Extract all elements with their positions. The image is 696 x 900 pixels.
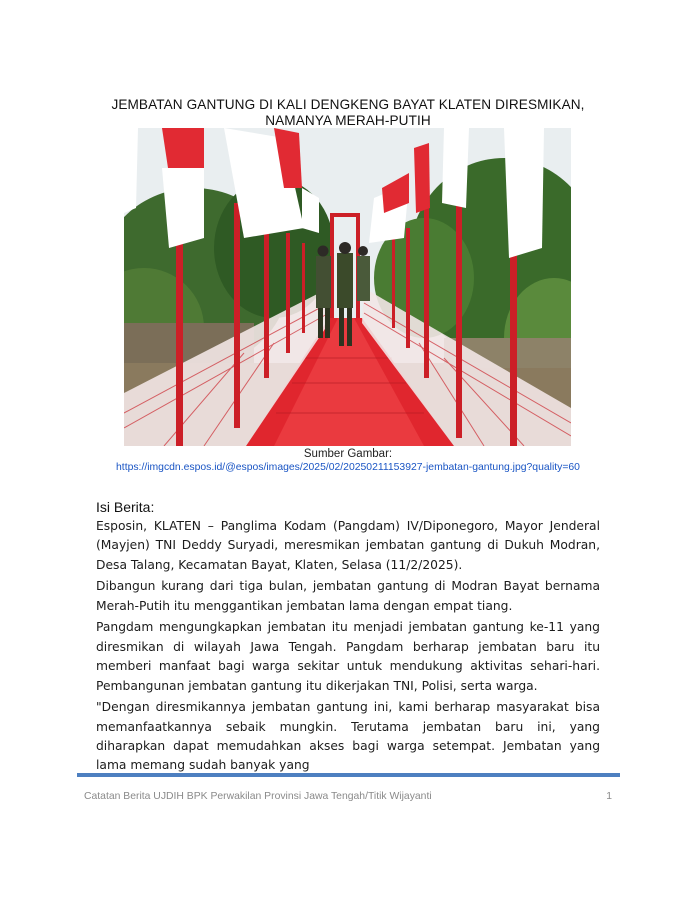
title-line-2: NAMANYA MERAH-PUTIH [265,113,431,128]
paragraph: Esposin, KLATEN – Panglima Kodam (Pangdam) IV/Diponegoro, Mayor Jenderal (Mayjen) TNI Deddy Suryadi, meresmikan jembatan gantung di Dukuh Modran, Desa Talang, Kecamatan Bayat, Klaten, Selasa (11/2/2025). [96,519,600,572]
footer-rule [77,773,620,777]
footer-text: Catatan Berita UJDIH BPK Perwakilan Provinsi Jawa Tengah/Titik Wijayanti [84,791,432,802]
article-body [96,517,600,778]
image-caption-label: Sumber Gambar: [303,448,393,460]
image-source-link[interactable]: https://imgcdn.espos.id/@espos/images/2025/02/20250211153927-jembatan-gantung.jpg?quality=60 [116,462,580,473]
paragraph: Pangdam mengungkapkan jembatan itu menjadi jembatan gantung ke-11 yang diresmikan di wilayah Jawa Tengah. Pangdam berharap jembatan baru itu memberi manfaat bagi warga sekitar untuk mendukung aktivitas sehari-hari. Pembangunan jembatan gantung itu dikerjakan TNI, Polisi, serta warga. [96,620,600,693]
section-heading: Isi Berita: [96,499,155,515]
paragraph: Dibangun kurang dari tiga bulan, jembatan gantung di Modran Bayat bernama Merah-Putih itu menggantikan jembatan lama dengan empat tiang. [96,579,600,613]
document-title [96,97,600,129]
bridge-photo [124,128,571,446]
paragraph: "Dengan diresmikannya jembatan gantung ini, kami berharap masyarakat bisa memanfaatkannya sebaik mungkin. Terutama jembatan baru ini, yang diharapkan dapat memudahkan akses bagi warga setempat. Jembatan yang lama memang sudah banyak yang [96,700,600,773]
page-number: 1 [606,791,612,802]
title-line-1: JEMBATAN GANTUNG DI KALI DENGKENG BAYAT KLATEN DIRESMIKAN, [111,97,585,112]
